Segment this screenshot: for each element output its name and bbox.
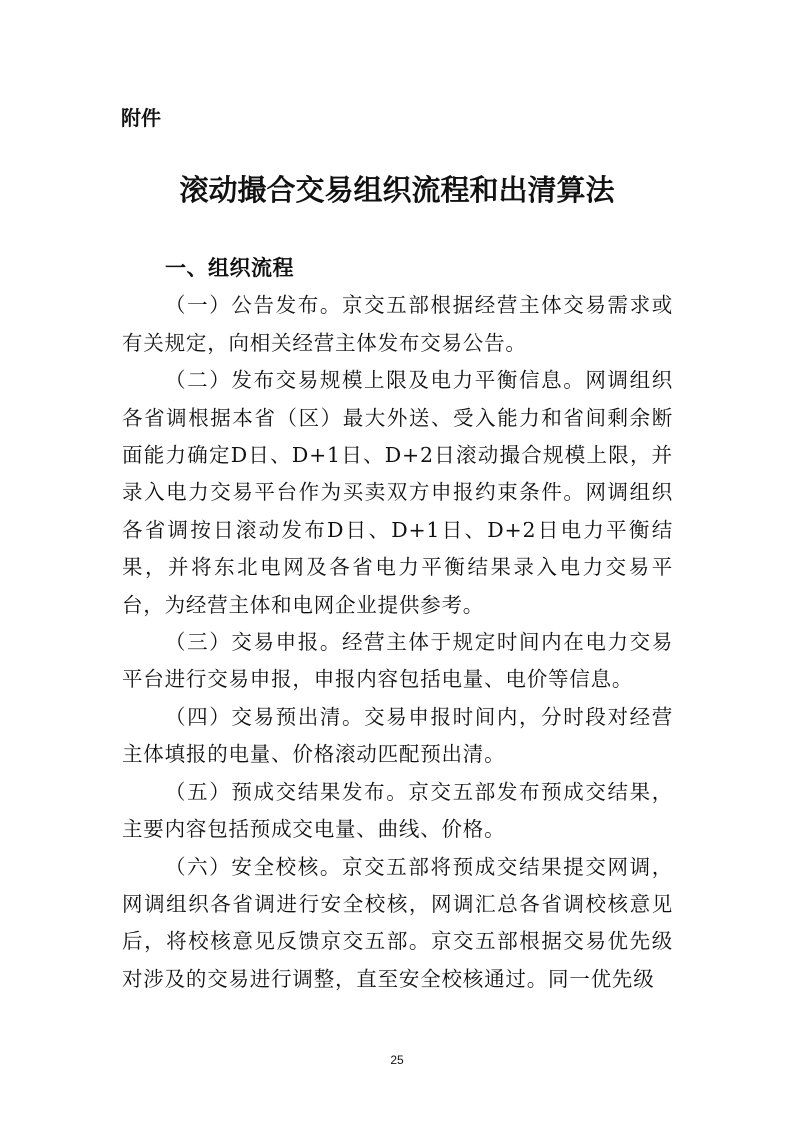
attachment-label: 附件 (121, 106, 161, 130)
section-heading: 一、组织流程 (165, 256, 294, 280)
document-body (122, 250, 673, 998)
paragraph-pre-results: （五）预成交结果发布。京交五部发布预成交结果，主要内容包括预成交电量、曲线、价格。 (122, 779, 673, 842)
paragraph-scale-limits: （二）发布交易规模上限及电力平衡信息。网调组织各省调根据本省（区）最大外送、受入能力和省间剩余断面能力确定D日、D+1日、D+2日滚动撮合规模上限，并录入电力交易平台作为买卖双方申报约束条件。网调组织各省调按日滚动发布D日、D+1日、D+2日电力平衡结果，并将东北电网及各省电力平衡结果录入电力交易平台，为经营主体和电网企业提供参考。 (122, 368, 673, 617)
paragraph-bidding: （三）交易申报。经营主体于规定时间内在电力交易平台进行交易申报，申报内容包括电量、电价等信息。 (122, 630, 673, 692)
paragraph-security-check: （六）安全校核。京交五部将预成交结果提交网调，网调组织各省调进行安全校核，网调汇总各省调校核意见后，将校核意见反馈京交五部。京交五部根据交易优先级对涉及的交易进行调整，直至安全校核通过。同一优先级 (122, 854, 673, 991)
page-number: 25 (390, 1053, 404, 1067)
paragraph-pre-clearing: （四）交易预出清。交易申报时间内，分时段对经营主体填报的电量、价格滚动匹配预出清。 (122, 704, 673, 767)
document-title: 滚动撮合交易组织流程和出清算法 (179, 173, 615, 207)
paragraph-announcement: （一）公告发布。京交五部根据经营主体交易需求或有关规定，向相关经营主体发布交易公告。 (122, 293, 673, 355)
